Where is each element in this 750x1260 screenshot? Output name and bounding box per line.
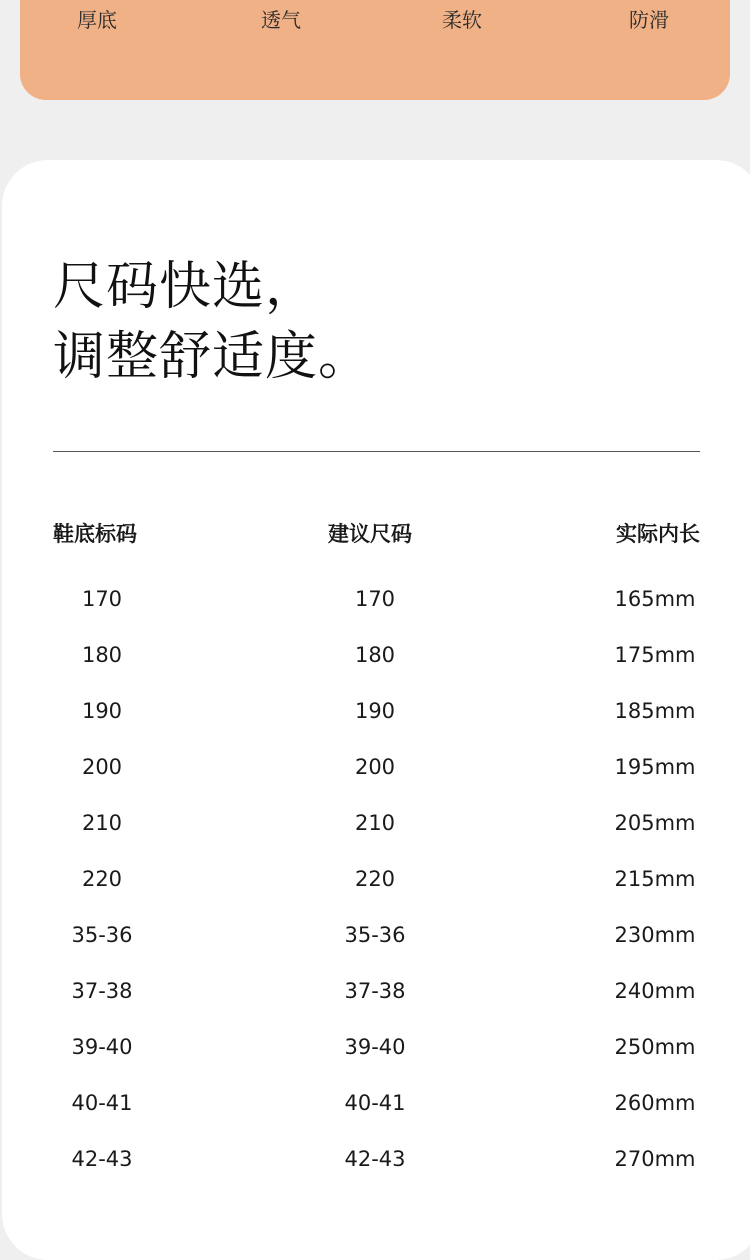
recommended-size-cell: 35-36 <box>344 923 406 947</box>
sole-size-cell: 40-41 <box>71 1091 133 1115</box>
recommended-size-cell: 37-38 <box>344 979 406 1003</box>
inner-length-cell: 270mm <box>614 1147 696 1171</box>
feature-thick-sole: 厚底 <box>77 8 117 32</box>
recommended-size-cell: 170 <box>354 587 396 611</box>
inner-length-cell: 175mm <box>614 643 696 667</box>
inner-length-cell: 215mm <box>614 867 696 891</box>
recommended-size-cell: 220 <box>354 867 396 891</box>
page-title-line-2: 调整舒适度。 <box>53 327 372 387</box>
inner-length-cell: 240mm <box>614 979 696 1003</box>
recommended-size-cell: 180 <box>354 643 396 667</box>
page-title-line-1: 尺码快选， <box>53 257 319 317</box>
recommended-size-cell: 42-43 <box>344 1147 406 1171</box>
column-header-inner-length: 实际内长 <box>616 522 700 546</box>
sole-size-cell: 37-38 <box>71 979 133 1003</box>
sole-size-cell: 35-36 <box>71 923 133 947</box>
inner-length-cell: 195mm <box>614 755 696 779</box>
inner-length-cell: 205mm <box>614 811 696 835</box>
feature-anti-slip: 防滑 <box>629 8 669 32</box>
inner-length-cell: 165mm <box>614 587 696 611</box>
recommended-size-cell: 40-41 <box>344 1091 406 1115</box>
column-header-recommended-size: 建议尺码 <box>328 522 412 546</box>
features-banner <box>20 0 730 100</box>
sole-size-cell: 170 <box>81 587 123 611</box>
recommended-size-cell: 39-40 <box>344 1035 406 1059</box>
divider <box>53 451 700 452</box>
feature-soft: 柔软 <box>442 8 482 32</box>
sole-size-cell: 220 <box>81 867 123 891</box>
sole-size-cell: 200 <box>81 755 123 779</box>
inner-length-cell: 185mm <box>614 699 696 723</box>
recommended-size-cell: 210 <box>354 811 396 835</box>
inner-length-cell: 260mm <box>614 1091 696 1115</box>
sole-size-cell: 180 <box>81 643 123 667</box>
sole-size-cell: 210 <box>81 811 123 835</box>
recommended-size-cell: 200 <box>354 755 396 779</box>
inner-length-cell: 250mm <box>614 1035 696 1059</box>
feature-breathable: 透气 <box>261 8 301 32</box>
inner-length-cell: 230mm <box>614 923 696 947</box>
recommended-size-cell: 190 <box>354 699 396 723</box>
column-header-sole-size: 鞋底标码 <box>53 522 137 546</box>
sole-size-cell: 39-40 <box>71 1035 133 1059</box>
sole-size-cell: 190 <box>81 699 123 723</box>
sole-size-cell: 42-43 <box>71 1147 133 1171</box>
page-title <box>53 252 371 392</box>
